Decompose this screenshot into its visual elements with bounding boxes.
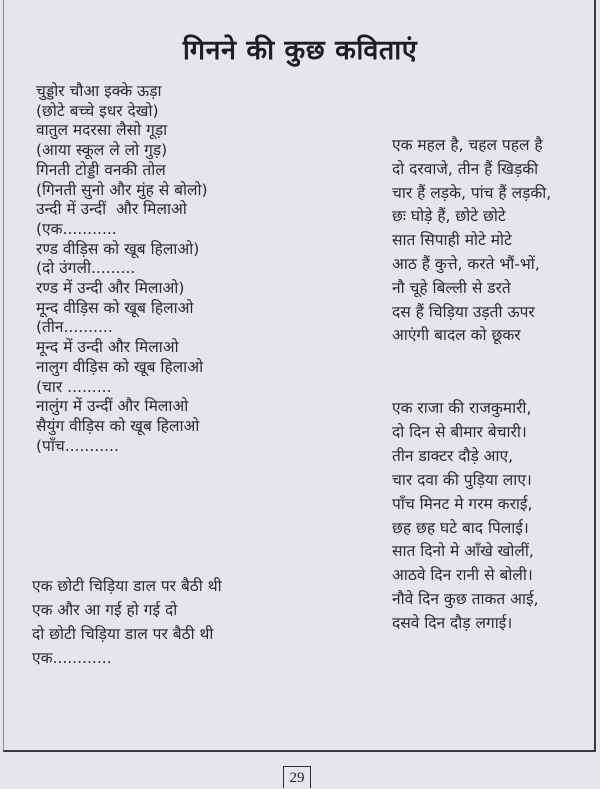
- poem-line: दो दरवाजे, तीन हैं खिड़की: [392, 159, 539, 178]
- poem-line: (गिनती सुनो और मुंह से बोलो): [36, 180, 208, 199]
- poem-line: एक महल है, चहल पहल है: [392, 136, 543, 154]
- page-title: गिनने की कुछ कविताएं: [182, 35, 418, 67]
- poem-line: नालुंग में उन्दीं और मिलाओ: [36, 397, 189, 416]
- poem-line: चार दवा की पुड़िया लाए।: [392, 470, 532, 489]
- poem-line: (तीन..........: [36, 318, 113, 337]
- poem-line: एक और आ गई हो गई दो: [32, 601, 178, 619]
- poem-ek-mahal: [392, 134, 551, 348]
- poem-line: रण्ड वीड़िस को खूब हिलाओ): [36, 239, 200, 258]
- poem-line: (पाँच...........: [36, 436, 119, 455]
- poem-line: चार हैं लड़के, पांच हैं लड़की,: [392, 183, 552, 202]
- poem-line: एक छोटी चिड़िया डाल पर बैठी थी: [32, 577, 222, 595]
- poem-line: तीन डाक्टर दौड़े आए,: [392, 446, 514, 465]
- poem-line: (एक...........: [36, 219, 117, 238]
- poem-line: चुड्डोर चौआ इक्के ऊड़ा: [36, 82, 162, 100]
- poem-line: नौवे दिन कुछ ताकत आई,: [392, 590, 539, 609]
- poem-line: आएंगी बादल को छूकर: [392, 326, 521, 345]
- poem-line: नौ चूहे बिल्ली से डरते: [392, 278, 511, 297]
- poem-line: दसवे दिन दौड़ लगाई।: [392, 614, 513, 633]
- poem-line: सैयुंग वीड़िस को खूब हिलाओ: [36, 416, 200, 435]
- poem-line: मून्द में उन्दी और मिलाओ: [36, 338, 179, 357]
- poem-chuddor-chauaa: [36, 82, 208, 456]
- poem-line: दो दिन से बीमार बेचारी।: [392, 422, 527, 441]
- poem-line: वातुल मदरसा लैसो गूड़ा: [36, 121, 168, 140]
- poem-line: छह छह घटे बाद पिलाई।: [392, 518, 529, 537]
- poem-line: सात दिनो मे आँखे खोलीं,: [392, 542, 534, 561]
- poem-ek-raja: [392, 397, 539, 636]
- poem-line: उन्दी में उन्दीं और मिलाओ: [36, 200, 187, 219]
- poem-line: (छोटे बच्चे इधर देखो): [36, 101, 159, 120]
- poem-line: दो छोटी चिड़िया डाल पर बैठी थी: [32, 625, 214, 643]
- poem-line: गिनती टोड्डी वनकी तोल: [36, 160, 166, 179]
- poem-line: (आया स्कूल ले लो गुड़): [36, 141, 168, 160]
- poem-line: नालुग वीड़िस को खूब हिलाओ: [36, 357, 204, 376]
- poem-line: (चार .........: [36, 377, 112, 396]
- poem-line: (दो उंगली.........: [36, 259, 136, 278]
- poem-ek-chhoti-chidiya: [32, 574, 222, 670]
- poem-line: एक............: [32, 649, 112, 667]
- page-number: 29: [283, 766, 311, 788]
- poem-line: आठ हैं कुत्ते, करते भौं-भों,: [392, 254, 540, 273]
- poem-line: दस हैं चिड़िया उड़ती ऊपर: [392, 302, 535, 321]
- poem-line: मून्द वीड़िस को खूब हिलाओ: [36, 298, 194, 317]
- poem-line: सात सिपाही मोटे मोटे: [392, 231, 512, 250]
- poem-line: पाँच मिनट मे गरम कराई,: [392, 494, 533, 513]
- poem-line: आठवे दिन रानी से बोली।: [392, 566, 533, 585]
- poem-line: एक राजा की राजकुमारी,: [392, 399, 532, 417]
- poem-line: रण्ड में उन्दी और मिलाओ): [36, 279, 185, 298]
- poem-line: छः घोड़े हैं, छोटे छोटे: [392, 207, 506, 226]
